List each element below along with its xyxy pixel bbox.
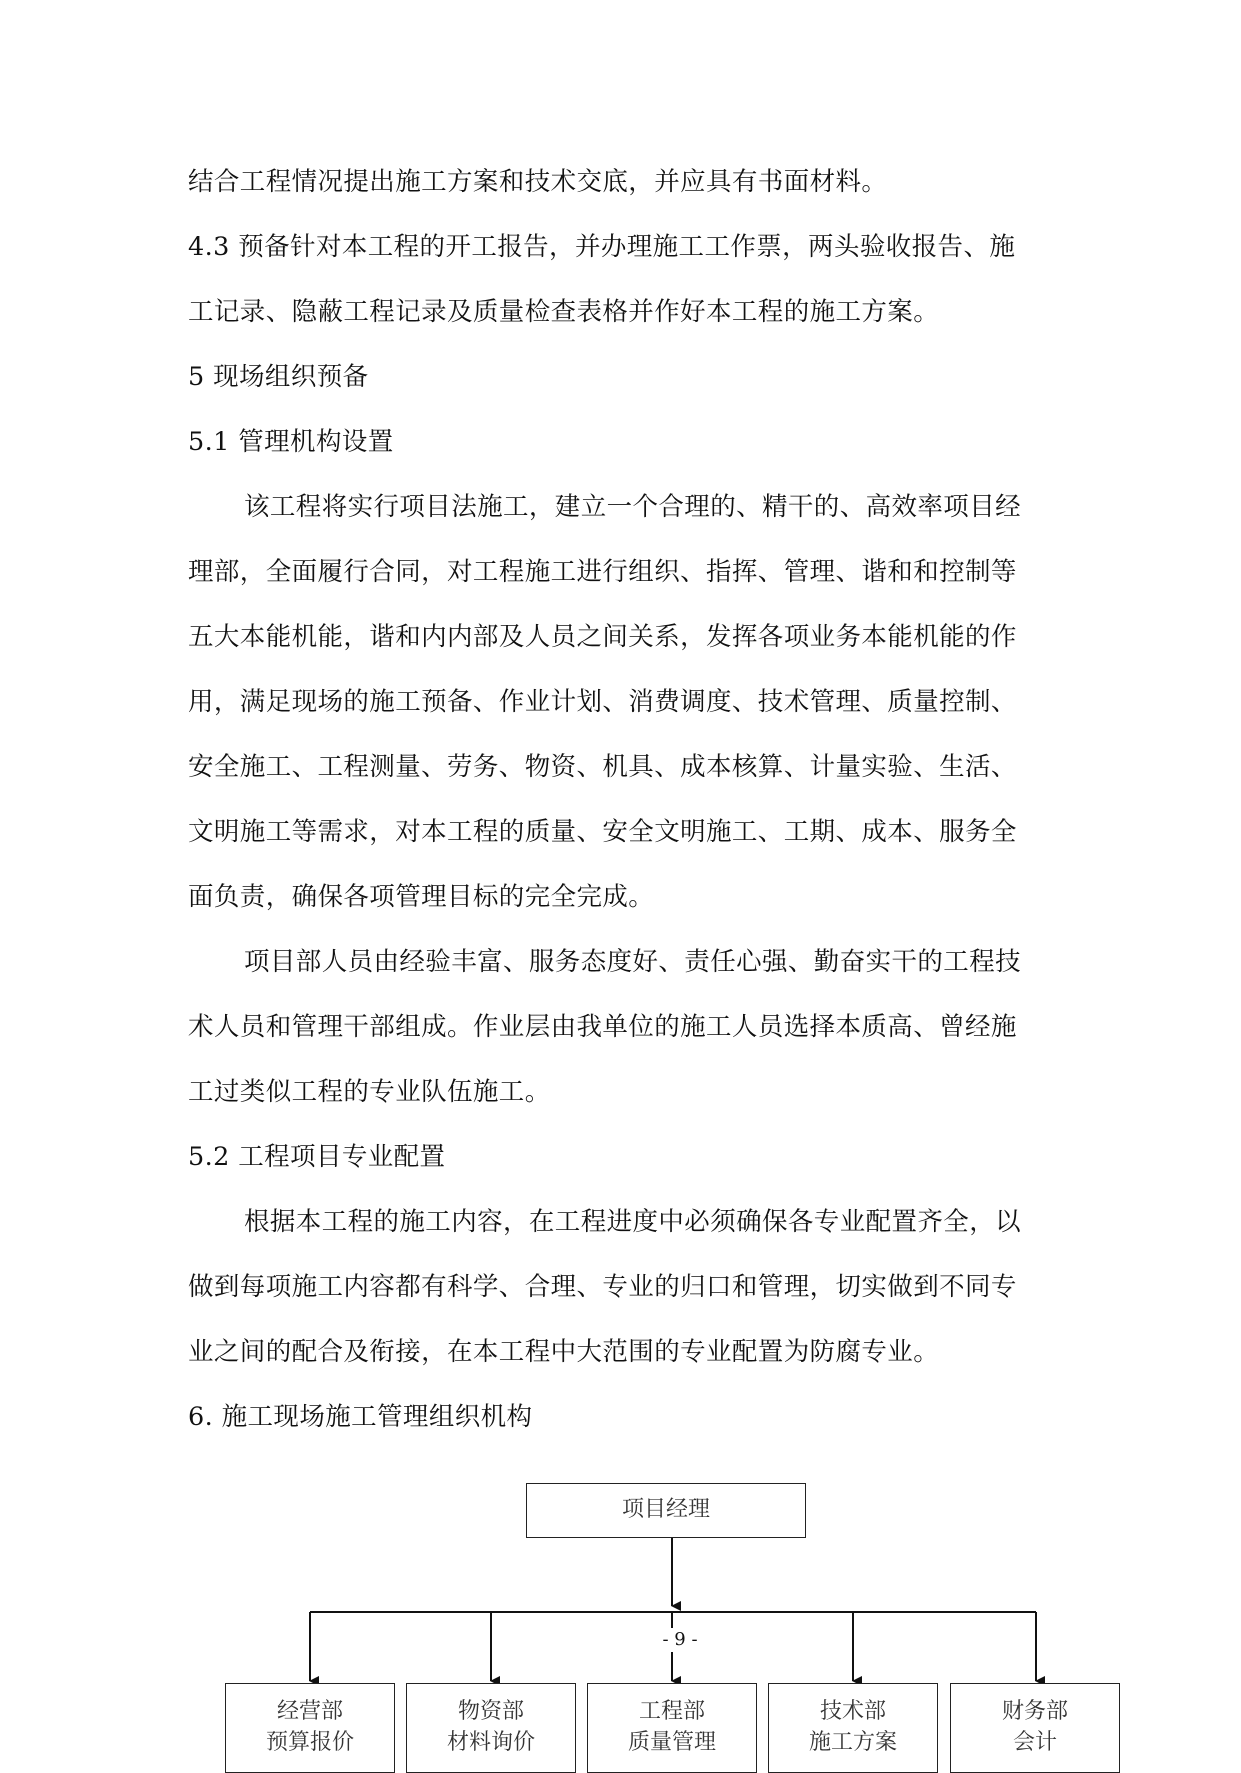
org-root-label: 项目经理 [621,1497,710,1522]
dept-duty: 材料询价 [446,1730,535,1755]
dept-box-finance [950,1683,1120,1773]
section-heading: 5.2 工程项目专业配置 [188,1142,446,1172]
text-line: 项目部人员由经验丰富、服务态度好、责任心强、勤奋实干的工程技 [244,947,1022,977]
section-heading: 5.1 管理机构设置 [188,427,394,457]
section-heading: 5 现场组织预备 [188,362,369,392]
dept-name: 技术部 [819,1699,886,1724]
dept-duty: 预算报价 [265,1730,354,1755]
text-line: 用，满足现场的施工预备、作业计划、消费调度、技术管理、质量控制、 [188,687,1017,717]
dept-duty: 质量管理 [627,1730,716,1755]
text-line: 工记录、隐蔽工程记录及质量检查表格并作好本工程的施工方案。 [188,297,940,327]
dept-box-materials [406,1683,576,1773]
dept-duty: 会计 [1012,1730,1057,1755]
text-line: 面负责，确保各项管理目标的完全完成。 [188,882,655,912]
text-line: 4.3 预备针对本工程的开工报告，并办理施工工作票，两头验收报告、施 [188,232,1016,262]
page-number: - 9 - [640,1628,720,1652]
text-line: 安全施工、工程测量、劳务、物资、机具、成本核算、计量实验、生活、 [188,752,1017,782]
text-line: 五大本能机能，谐和内内部及人员之间关系，发挥各项业务本能机能的作 [188,622,1017,652]
section-heading: 6. 施工现场施工管理组织机构 [188,1402,533,1432]
dept-name: 经营部 [276,1699,343,1724]
org-root-box [526,1483,806,1538]
text-line: 业之间的配合及衔接，在本工程中大范围的专业配置为防腐专业。 [188,1337,940,1367]
text-line: 根据本工程的施工内容，在工程进度中必须确保各专业配置齐全，以 [244,1207,1022,1237]
text-line: 该工程将实行项目法施工，建立一个合理的、精干的、高效率项目经 [244,492,1022,522]
text-line: 术人员和管理干部组成。作业层由我单位的施工人员选择本质高、曾经施 [188,1012,1017,1042]
text-line: 结合工程情况提出施工方案和技术交底，并应具有书面材料。 [188,167,888,197]
dept-name: 财务部 [1001,1699,1068,1724]
dept-duty: 施工方案 [808,1730,897,1755]
dept-box-technical [768,1683,938,1773]
dept-name: 物资部 [457,1699,524,1724]
text-line: 做到每项施工内容都有科学、合理、专业的归口和管理，切实做到不同专 [188,1272,1017,1302]
text-line: 文明施工等需求，对本工程的质量、安全文明施工、工期、成本、服务全 [188,817,1017,847]
dept-name: 工程部 [638,1699,705,1724]
text-line: 工过类似工程的专业队伍施工。 [188,1077,551,1107]
dept-box-business [225,1683,395,1773]
dept-box-engineering [587,1683,757,1773]
text-line: 理部，全面履行合同，对工程施工进行组织、指挥、管理、谐和和控制等 [188,557,1017,587]
